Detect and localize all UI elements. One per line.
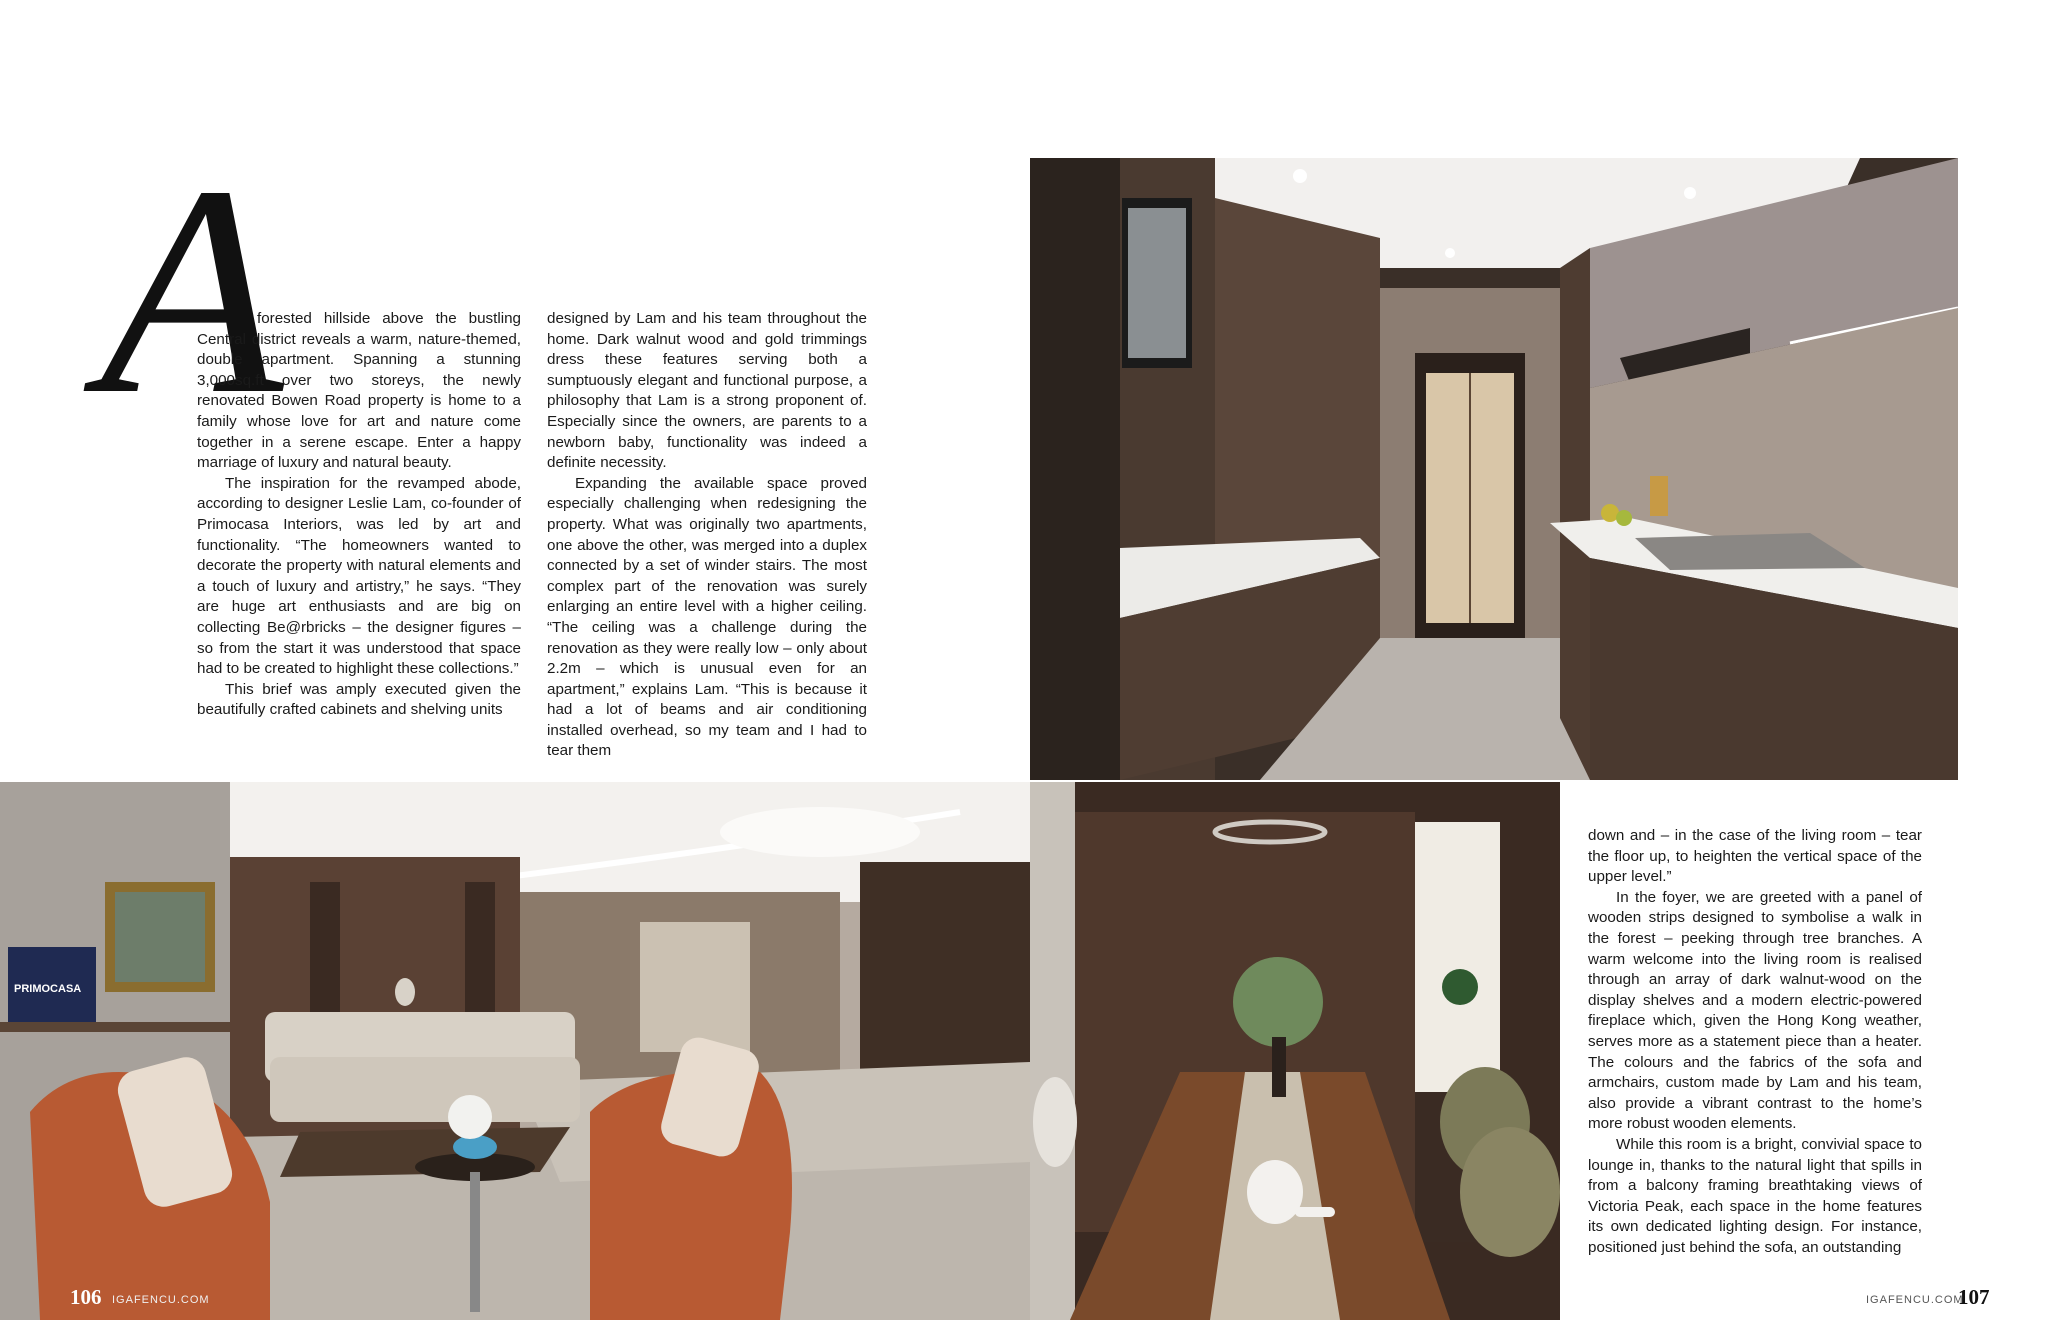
left-page-number: 106 [70, 1285, 102, 1309]
col3-paragraph-1: down and – in the case of the living room – tear the floor up, to heighten the vertical space of the upper level.” [1588, 827, 1922, 886]
right-page-number: 107 [1958, 1285, 1990, 1309]
primocasa-box-label: PRIMOCASA [14, 983, 82, 995]
article-column-1 [197, 309, 521, 721]
col1-paragraph-3: This brief was amply executed given the beautifully crafted cabinets and shelving units [197, 680, 521, 719]
article-column-3 [1588, 826, 1922, 1258]
kitchen-photo [1030, 158, 1958, 780]
col1-paragraph-1: forested hillside above the bustling Central district reveals a warm, nature-themed, double apartment. Spanning a stunning 3,000sq.ft over two storeys, the newly renovated Bowen Road property is home to a family whose love for art and nature come together in a serene escape. Enter a happy marriage of luxury and natural beauty. [197, 310, 521, 472]
col2-paragraph-1: designed by Lam and his team throughout the home. Dark walnut wood and gold trimmings dress these features serving both a sumptuously elegant and functional purpose, a philosophy that Lam is a strong proponent of. Especially since the owners, are parents to a newborn baby, functionality was indeed a definite necessity. [547, 310, 867, 472]
col2-paragraph-2: Expanding the available space proved especially challenging when redesigning the property. What was originally two apartments, one above the other, was merged into a duplex connected by a set of winder stairs. The most complex part of the renovation was surely enlarging an entire level with a higher ceiling. “The ceiling was a challenge during the renovation as they were really low – only about 2.2m – which is unusual even for an apartment,” explains Lam. “This is because it had a lot of beams and air conditioning installed overhead, so my team and I had to tear them [547, 474, 867, 760]
living-room-photo [0, 782, 1030, 1320]
dining-room-photo [1030, 782, 1560, 1320]
left-site-name: IGAFENCU.COM [112, 1294, 210, 1306]
drop-cap: A [100, 124, 284, 456]
article-column-2 [547, 309, 867, 762]
col3-paragraph-3: While this room is a bright, convivial space to lounge in, thanks to the natural light that spills in from a balcony framing breathtaking views of Victoria Peak, each space in the home features its own dedicated lighting design. For instance, positioned just behind the sofa, an outstanding [1588, 1135, 1922, 1256]
right-site-name: IGAFENCU.COM [1866, 1294, 1964, 1306]
col1-paragraph-2: The inspiration for the revamped abode, according to designer Leslie Lam, co-founder of Primocasa Interiors, was led by art and functionality. “The homeowners wanted to decorate the property with natural elements and a touch of luxury and artistry,” he says. “They are huge art enthusiasts and are big on collecting Be@rbricks – the designer figures – so from the start it was understood that space had to be created to highlight these collections.” [197, 474, 521, 678]
col3-paragraph-2: In the foyer, we are greeted with a panel of wooden strips designed to symbolise a walk in the forest – peeking through tree branches. A warm welcome into the living room is realised through an array of dark walnut-wood on the display shelves and a modern electric-powered fireplace which, given the Hong Kong weather, serves more as a statement piece than a heater. The colours and the fabrics of the sofa and armchairs, custom made by Lam and his team, also provide a vibrant contrast to the home’s more robust wooden elements. [1588, 888, 1922, 1133]
